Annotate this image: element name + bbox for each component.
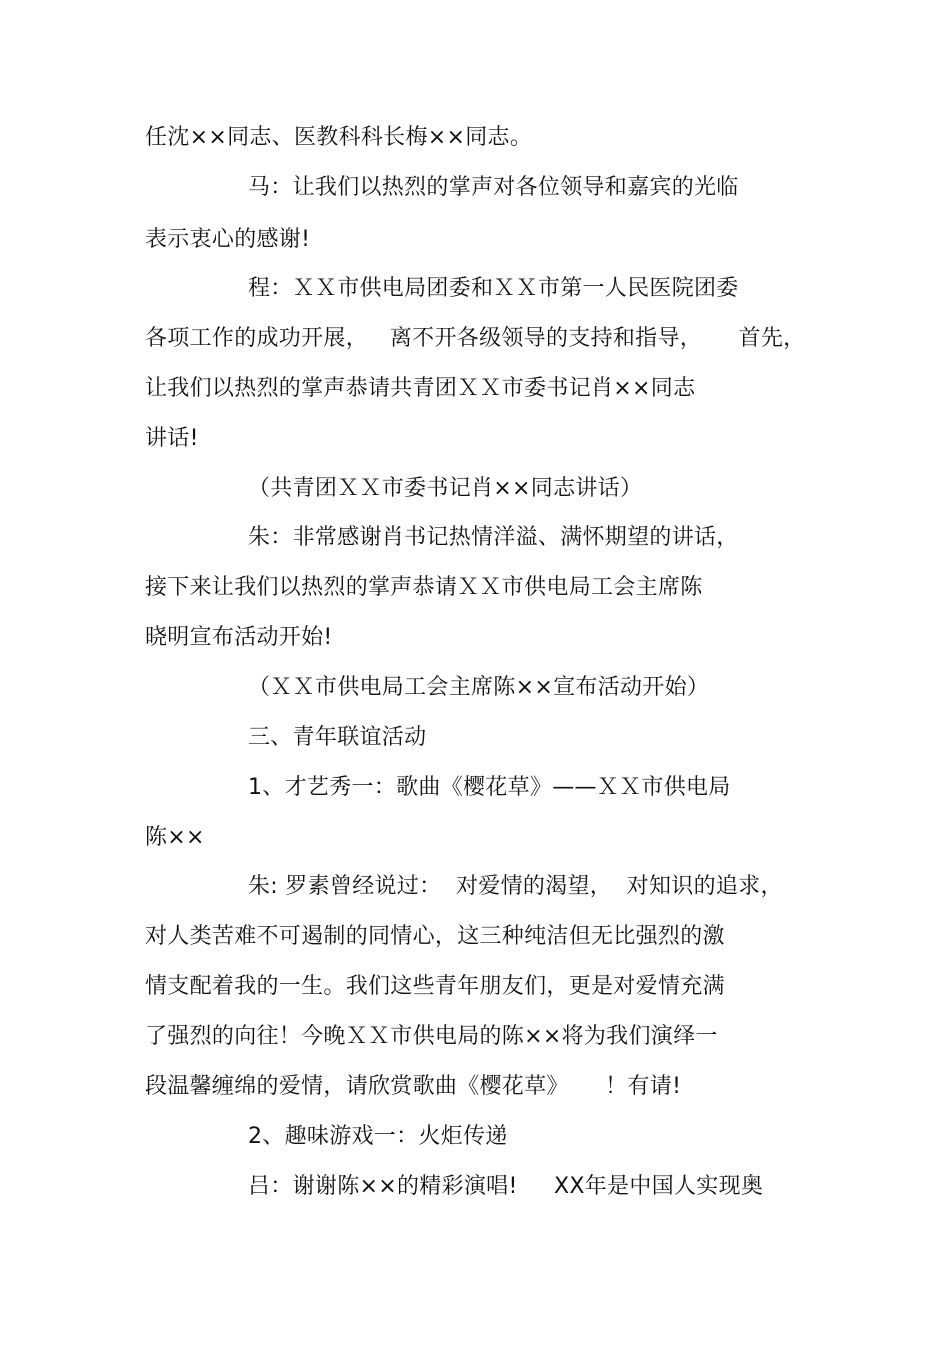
text-line: 情支配着我的一生。我们这些青年朋友们，更是对爱情充满: [145, 974, 725, 999]
text-line: 对人类苦难不可遏制的同情心，这三种纯洁但无比强烈的激: [145, 924, 725, 949]
text-line: 了强烈的向往！今晚ＸＸ市供电局的陈××将为我们演绎一: [145, 1024, 718, 1049]
text-line: 任沈××同志、医教科科长梅××同志。: [145, 125, 533, 150]
text-line: 让我们以热烈的掌声恭请共青团ＸＸ市委书记肖××同志: [145, 376, 696, 401]
section-heading: 三、青年联谊活动: [248, 725, 427, 750]
text-line: 朱: 罗素曾经说过： 对爱情的渴望， 对知识的追求，: [248, 874, 783, 899]
text-line: 2、趣味游戏一：火炬传递: [248, 1124, 508, 1149]
text-line: （ＸＸ市供电局工会主席陈××宣布活动开始）: [248, 675, 710, 700]
text-line: 程：ＸＸ市供电局团委和ＸＸ市第一人民医院团委: [248, 276, 739, 301]
text-line: 各项工作的成功开展， 离不开各级领导的支持和指导， 首先，: [145, 326, 806, 351]
text-line: 接下来让我们以热烈的掌声恭请ＸＸ市供电局工会主席陈: [145, 575, 703, 600]
text-line: 吕：谢谢陈××的精彩演唱! XX年是中国人实现奥: [248, 1174, 764, 1199]
text-line: 表示衷心的感谢!: [145, 227, 311, 252]
text-line: 马：让我们以热烈的掌声对各位领导和嘉宾的光临: [248, 175, 739, 200]
text-line: 陈××: [145, 825, 205, 850]
text-line: （共青团ＸＸ市委书记肖××同志讲话）: [248, 476, 643, 501]
text-line: 朱：非常感谢肖书记热情洋溢、满怀期望的讲话，: [248, 525, 739, 550]
text-line: 讲话!: [145, 426, 199, 451]
text-line: 晓明宣布活动开始!: [145, 625, 333, 650]
text-line: 段温馨缠绵的爱情，请欣赏歌曲《樱花草》 ！有请!: [145, 1074, 682, 1099]
text-line: 1、才艺秀一：歌曲《樱花草》——ＸＸ市供电局: [248, 775, 731, 800]
